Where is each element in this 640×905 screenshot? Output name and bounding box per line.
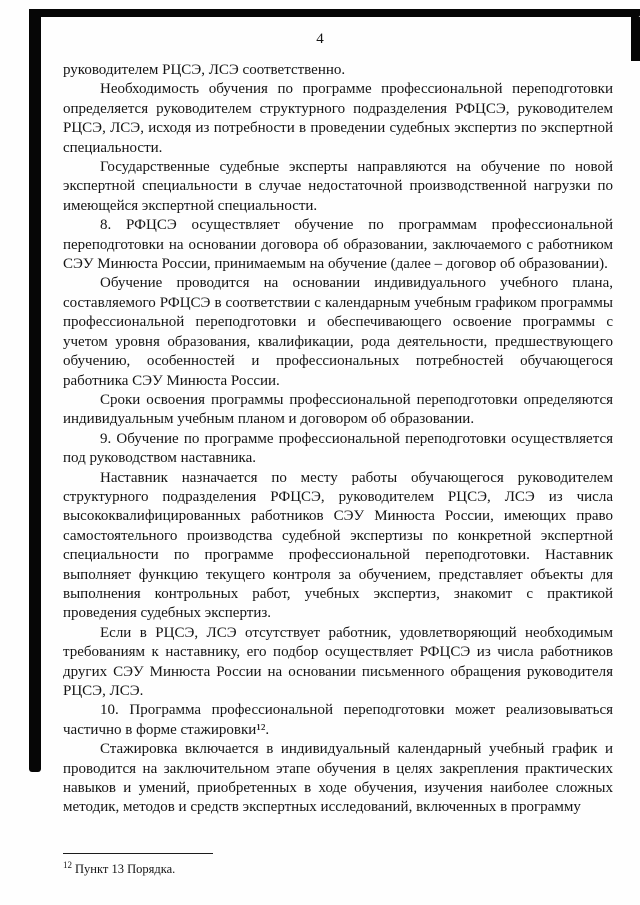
scan-edge-top [29, 9, 640, 17]
paragraph: руководителем РЦСЭ, ЛСЭ соответственно. [63, 62, 346, 78]
scan-edge-left [29, 9, 41, 772]
footnote-area [63, 853, 613, 877]
paragraph: Если в РЦСЭ, ЛСЭ отсутствует работник, удовлетворяющий необходимым требованиям к наставнику, его подбор осуществляет РФЦСЭ из числа работников других СЭУ Минюста России на основании письменного обращения руководителя РЦСЭ, ЛСЭ. [63, 624, 613, 699]
paragraph: Государственные судебные эксперты направляются на обучение по новой экспертной специальности в случае недостаточной производственной нагрузки по имеющейся экспертной специальности. [63, 159, 613, 214]
paragraph: 10. Программа профессиональной переподготовки может реализовываться частично в форме стажировки¹². [63, 702, 613, 738]
page-number: 4 [316, 31, 324, 47]
footnote-separator [63, 853, 213, 854]
paragraph: 8. РФЦСЭ осуществляет обучение по программам профессиональной переподготовки на основании договора об образовании, заключаемого с работником СЭУ Минюста России, принимаемым на обучение (далее – договор об образовании). [63, 217, 613, 273]
paragraph: Обучение проводится на основании индивидуального учебного плана, составляемого РФЦСЭ в соответствии с календарным учебным графиком программы профессиональной переподготовки и обеспечивающего освоение программы с учетом уровня образования, квалификации, рода деятельности, предшествующего обучению, особенностей и профессиональных потребностей обучающегося работника СЭУ Минюста России. [63, 275, 613, 389]
document-body [63, 61, 613, 818]
paragraph: Стажировка включается в индивидуальный календарный учебный график и проводится на заключительном этапе обучения в целях закрепления практических навыков и умений, приобретенных в ходе обучения, изучения наиболее сложных методик, методов и средств экспертных исследований, включенных в программу [63, 741, 613, 816]
paragraph: Сроки освоения программы профессиональной переподготовки определяются индивидуальным учебным планом и договором об образовании. [63, 391, 613, 428]
footnote-text: Пункт 13 Порядка. [75, 862, 176, 877]
paragraph: 9. Обучение по программе профессиональной переподготовки осуществляется под руководством наставника. [63, 430, 613, 467]
footnote [63, 858, 613, 877]
footnote-marker: 12 [63, 860, 72, 870]
paragraph: Необходимость обучения по программе профессиональной переподготовки определяется руководителем структурного подразделения РФЦСЭ, руководителем РЦСЭ, ЛСЭ, исходя из потребности в проведении судебных экспертиз по экспертной специальности. [63, 81, 613, 156]
paragraph: Наставник назначается по месту работы обучающегося руководителем структурного подразделения РФЦСЭ, руководителем РЦСЭ, ЛСЭ из числа высококвалифицированных работников СЭУ Минюста России, имеющих право самостоятельного производства судебной экспертизы по конкретной экспертной специальности по программе профессиональной переподготовки. Наставник выполняет функцию текущего контроля за обучением, представляет объекты для выполнения контрольных работ, учебных экспертиз, знакомит с практикой проведения судебных экспертиз. [63, 469, 613, 622]
